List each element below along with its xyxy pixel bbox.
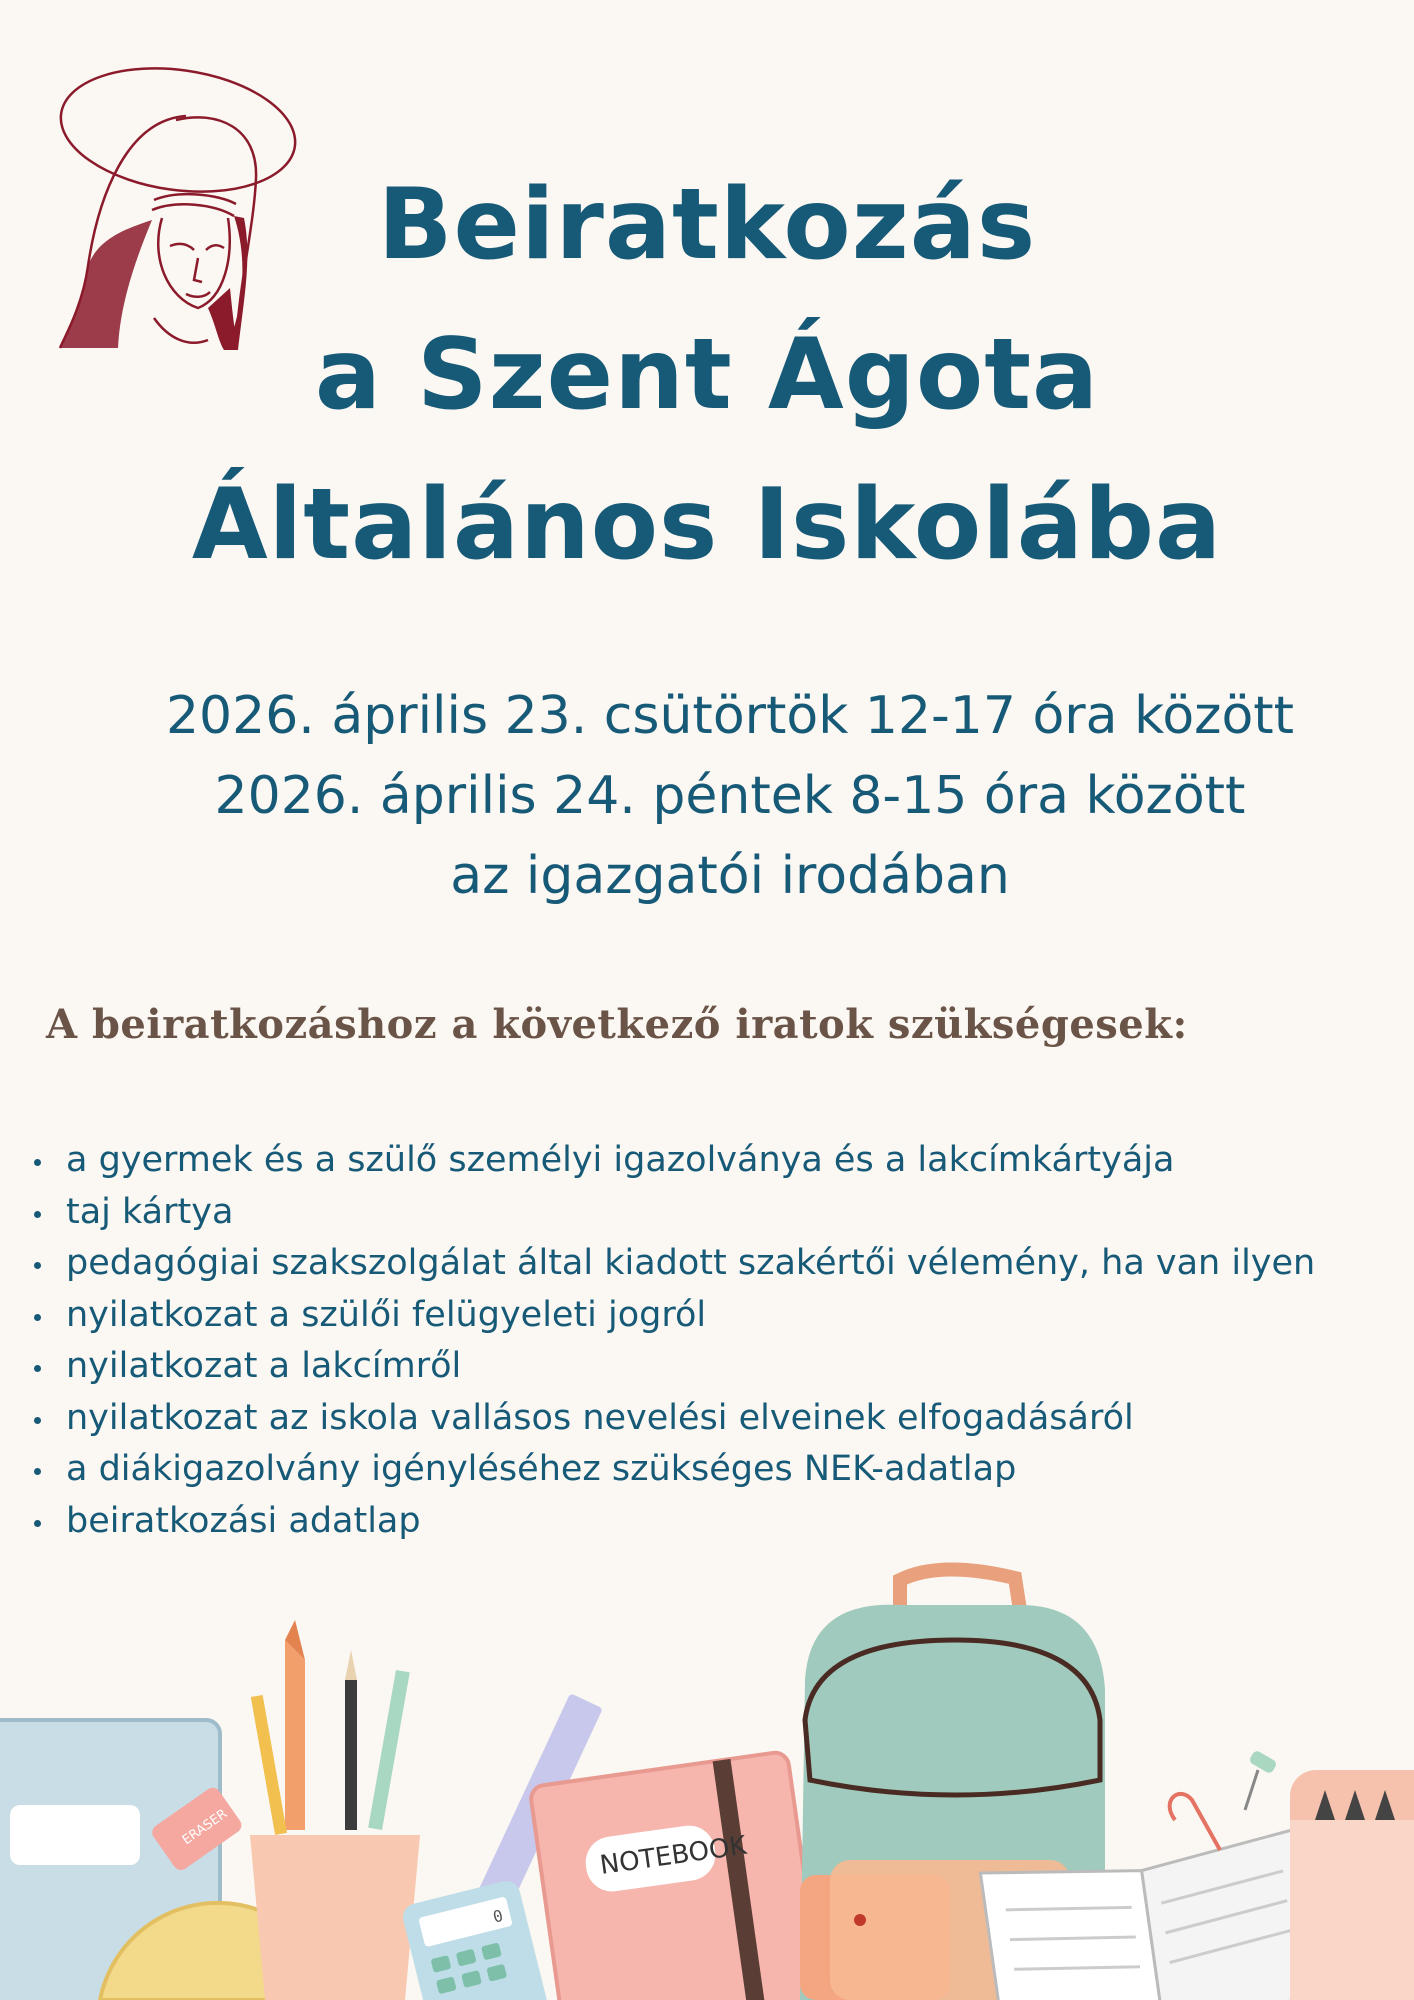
list-item: a diákigazolvány igényléséhez szükséges NEK-adatlap [28, 1444, 1315, 1496]
list-item: nyilatkozat a szülői felügyeleti jogról [28, 1290, 1315, 1342]
pencil-cup-icon [250, 1620, 420, 2000]
list-item: nyilatkozat az iskola vallásos nevelési elveinek elfogadásáról [28, 1393, 1315, 1445]
requirements-heading: A beiratkozáshoz a következő iratok szükségesek: [46, 1001, 1188, 1048]
page-title [0, 150, 1414, 600]
title-line-3: Általános Iskolába [191, 468, 1223, 582]
enrollment-schedule [0, 676, 1414, 916]
list-item: nyilatkozat a lakcímről [28, 1341, 1315, 1393]
list-item: a gyermek és a szülő személyi igazolványa és a lakcímkártyája [28, 1135, 1315, 1187]
list-item: beiratkozási adatlap [28, 1496, 1315, 1548]
eraser-label: ERASER [179, 1806, 231, 1849]
schedule-date-2: 2026. április 24. péntek 8-15 óra között [214, 766, 1246, 826]
schedule-location: az igazgatói irodában [450, 846, 1010, 906]
school-supplies-illustration [0, 1560, 1414, 2000]
title-line-2: a Szent Ágota [314, 318, 1100, 432]
calculator-icon [400, 1878, 550, 2000]
schedule-date-1: 2026. április 23. csütörtök 12-17 óra között [165, 686, 1295, 746]
calculator-display: 0 [490, 1905, 505, 1927]
list-item: taj kártya [28, 1187, 1315, 1239]
pink-notebook-icon [529, 1751, 823, 2000]
push-pin-icon [1245, 1749, 1278, 1810]
pencil-case-icon [1290, 1770, 1414, 2000]
notebook-label: NOTEBOOK [598, 1830, 749, 1881]
required-documents-list [28, 1135, 1315, 1547]
list-item: pedagógiai szakszolgálat által kiadott szakértői vélemény, ha van ilyen [28, 1238, 1315, 1290]
title-line-1: Beiratkozás [377, 168, 1037, 282]
paper-clip-icon [1170, 1794, 1220, 1850]
